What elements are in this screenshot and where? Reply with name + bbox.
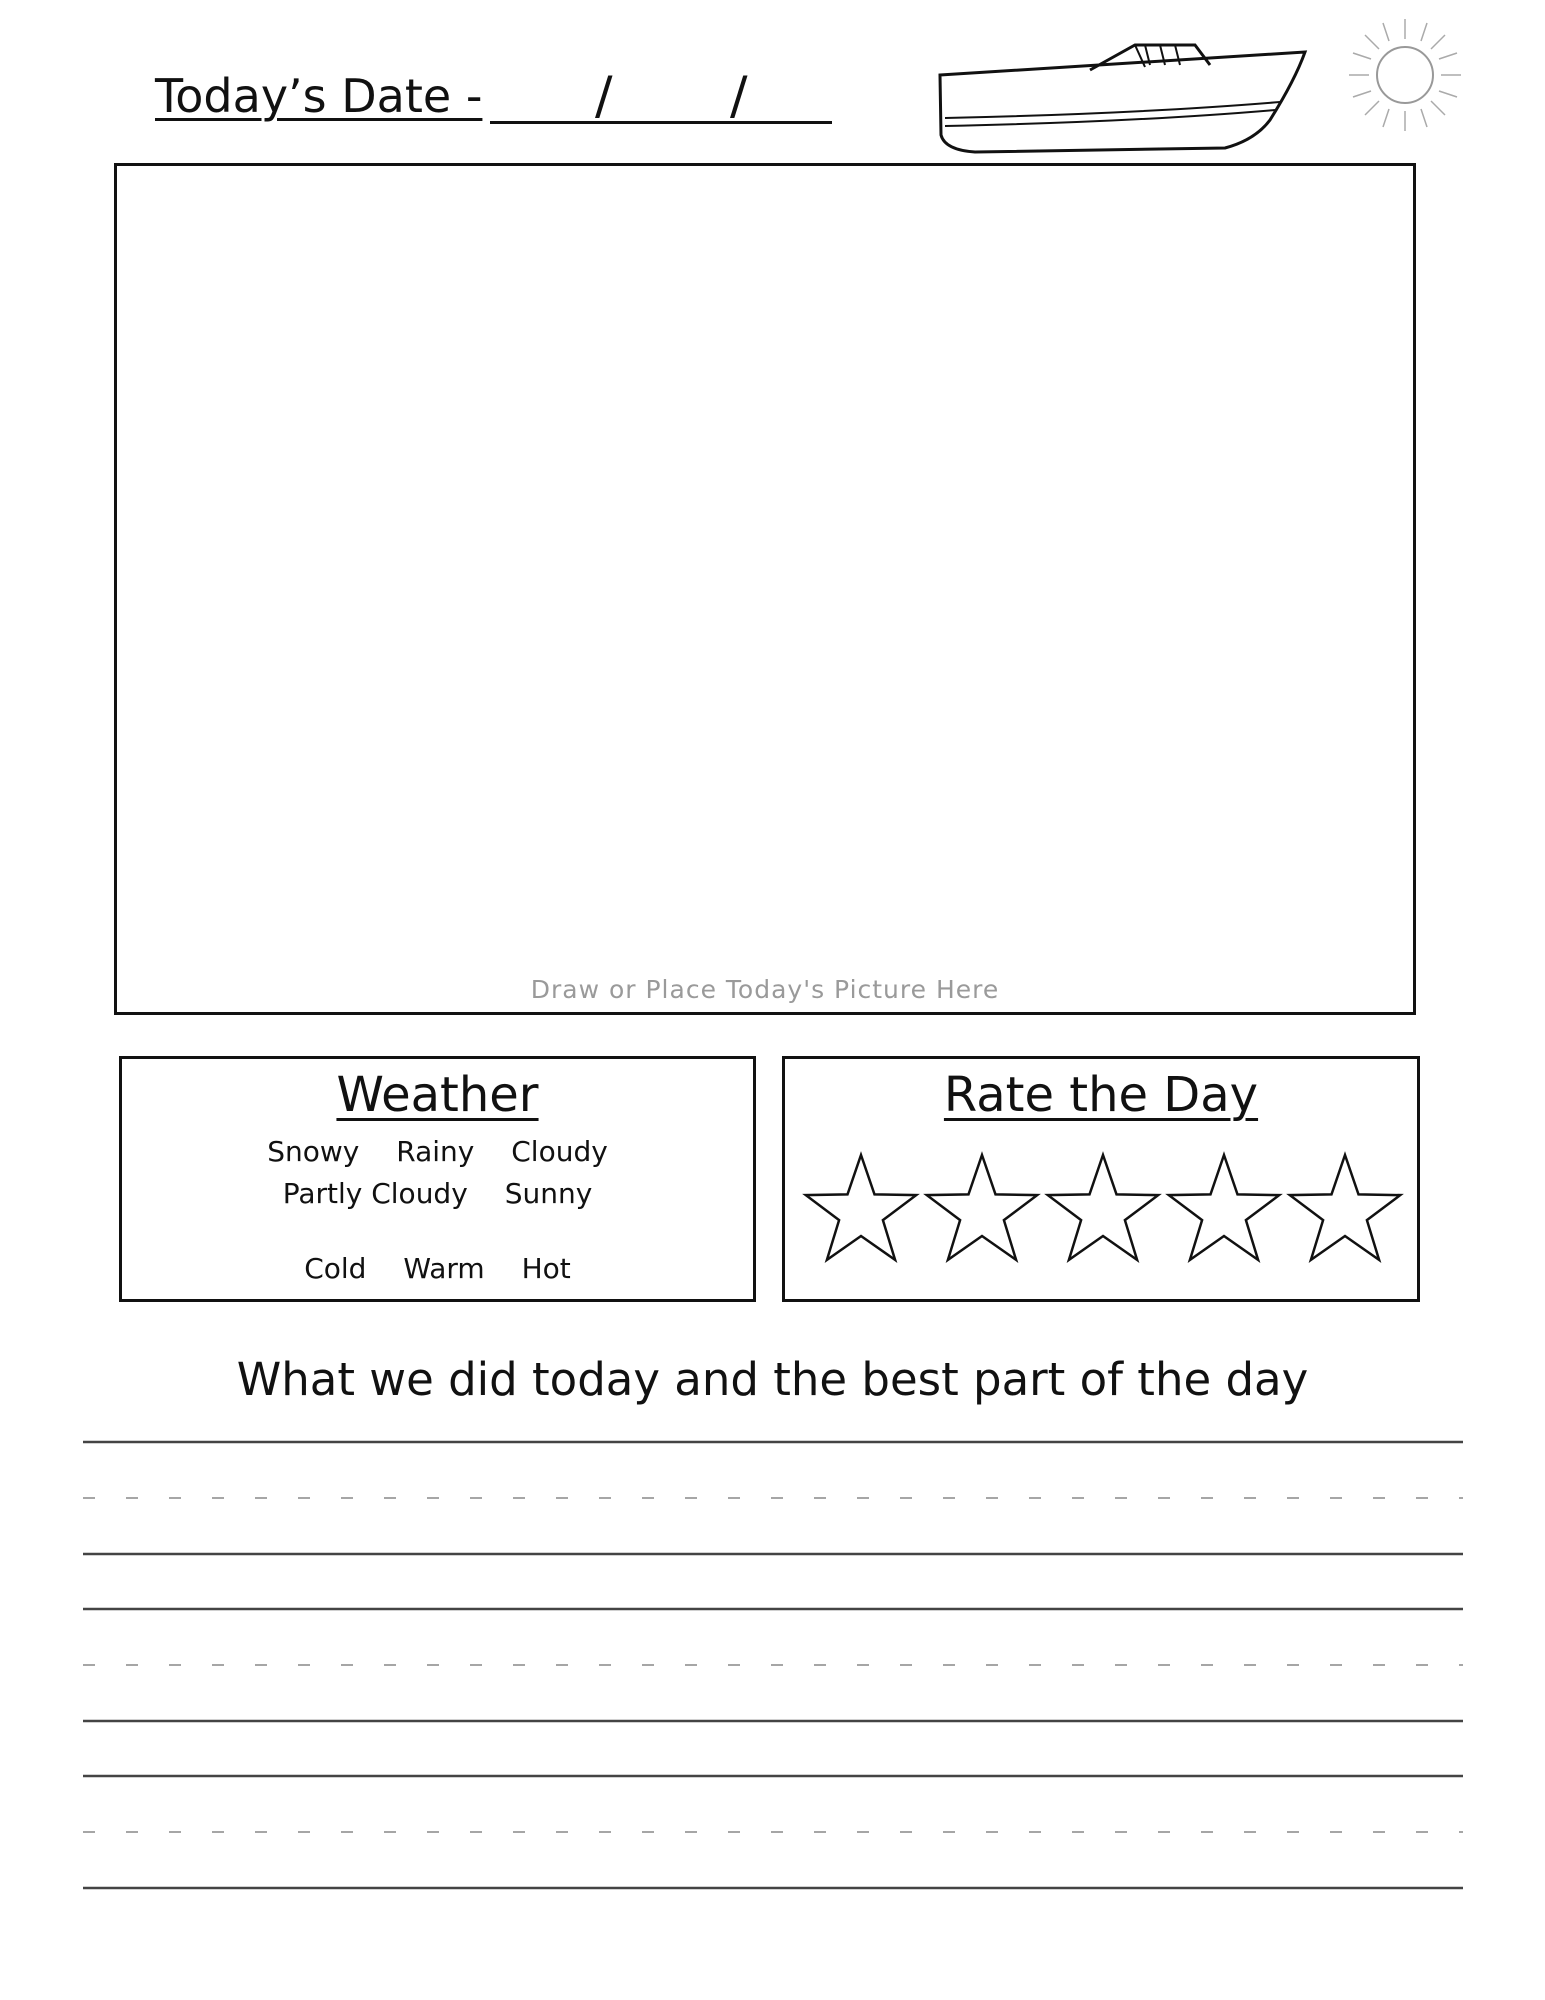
temperature-option[interactable]: Cold: [304, 1252, 367, 1285]
writing-lines[interactable]: [83, 1440, 1463, 1910]
weather-option[interactable]: Cloudy: [511, 1135, 608, 1168]
star-icon[interactable]: [927, 1155, 1037, 1260]
date-label: Today’s Date -: [155, 69, 483, 123]
weather-option[interactable]: Rainy: [396, 1135, 475, 1168]
star-icon[interactable]: [1290, 1155, 1400, 1260]
star-icon[interactable]: [1048, 1155, 1158, 1260]
boat-icon: [935, 40, 1320, 160]
rate-panel: [782, 1056, 1420, 1302]
sun-icon: [1345, 15, 1465, 135]
journal-prompt: What we did today and the best part of the day: [236, 1353, 1309, 1406]
date-fill-line[interactable]: [490, 121, 832, 124]
star-icon[interactable]: [1169, 1155, 1279, 1260]
date-slash-2: /: [730, 66, 748, 126]
temperature-option[interactable]: Warm: [403, 1252, 485, 1285]
weather-panel: [119, 1056, 756, 1302]
picture-box[interactable]: [114, 163, 1416, 1015]
picture-hint: Draw or Place Today's Picture Here: [530, 975, 1000, 1004]
rate-title: Rate the Day: [943, 1067, 1259, 1123]
star-icon[interactable]: [806, 1155, 916, 1260]
weather-option[interactable]: Partly Cloudy: [282, 1177, 468, 1210]
weather-option[interactable]: Snowy: [267, 1135, 360, 1168]
weather-options: [202, 1131, 673, 1215]
weather-option[interactable]: Sunny: [504, 1177, 593, 1210]
star-rating: [799, 1151, 1409, 1281]
temperature-option[interactable]: Hot: [521, 1252, 571, 1285]
weather-title: Weather: [336, 1067, 539, 1123]
date-row: [155, 68, 835, 128]
temperature-options: [122, 1249, 753, 1289]
date-slash-1: /: [595, 66, 613, 126]
